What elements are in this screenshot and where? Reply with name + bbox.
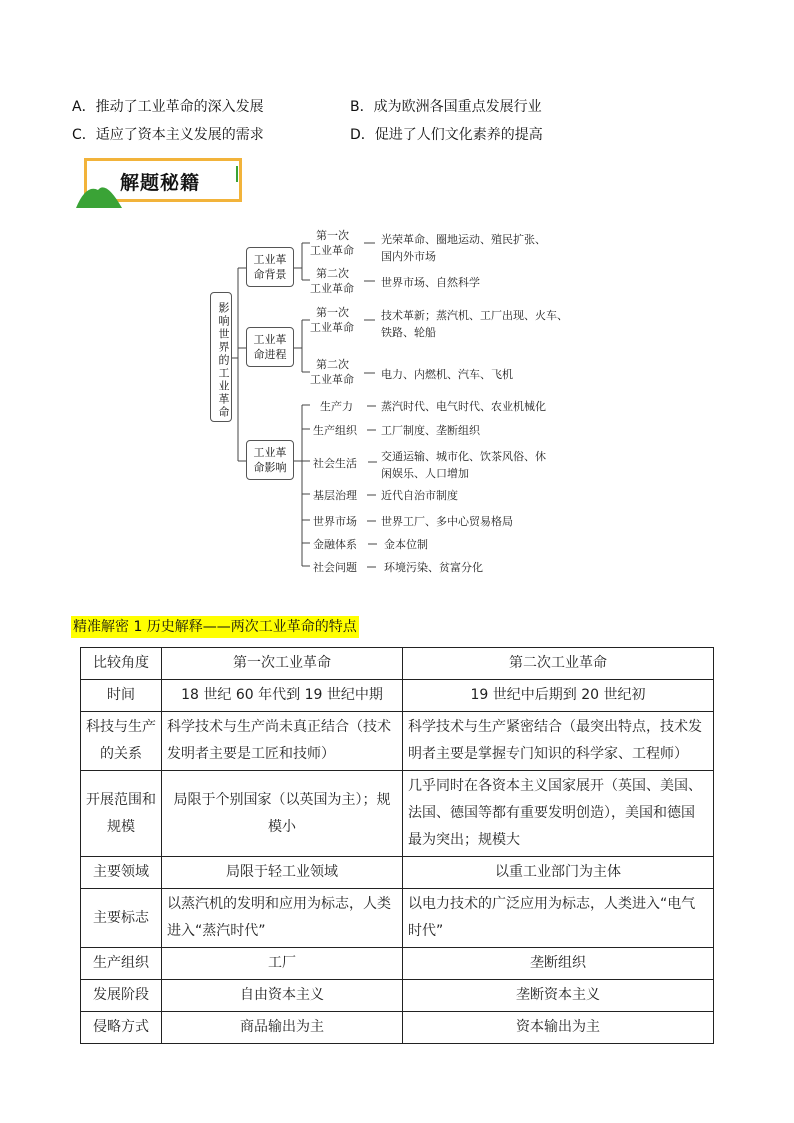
- table-cell: 资本输出为主: [403, 1012, 714, 1044]
- table-cell: 工厂: [162, 948, 403, 980]
- table-row: [81, 712, 714, 771]
- node-process-label: 工业革: [253, 333, 287, 346]
- table-cell: 自由资本主义: [162, 980, 403, 1012]
- impact-value: 蒸汽时代、电气时代、农业机械化: [381, 400, 546, 413]
- bg-first-text: 光荣革命、圈地运动、殖民扩张、: [381, 233, 546, 246]
- section-heading: 精准解密 1 历史解释——两次工业革命的特点: [71, 616, 359, 638]
- table-cell: 局限于个别国家（以英国为主）；规模小: [162, 771, 403, 857]
- table-row: [81, 889, 714, 948]
- pr-second-label: 工业革命: [310, 373, 354, 386]
- impact-key: 世界市场: [313, 515, 357, 528]
- header-cell: 比较角度: [81, 648, 162, 680]
- option-d: D．促进了人们文化素养的提高: [350, 127, 543, 143]
- option-b: B．成为欧洲各国重点发展行业: [350, 99, 542, 115]
- header-cell: 第二次工业革命: [403, 648, 714, 680]
- comparison-table: [80, 647, 714, 1044]
- badge-title: 解题秘籍: [120, 172, 201, 194]
- option-c: C．适应了资本主义发展的需求: [72, 127, 264, 143]
- pr-first-text: 铁路、轮船: [381, 326, 436, 339]
- impact-key: 金融体系: [313, 538, 357, 551]
- table-row: [81, 857, 714, 889]
- table-cell: 18 世纪 60 年代到 19 世纪中期: [162, 680, 403, 712]
- table-cell: 几乎同时在各资本主义国家展开（英国、美国、法国、德国等都有重要发明创造），美国和德国最为突出；规模大: [403, 771, 714, 857]
- node-background: [246, 247, 294, 287]
- pr-first-label: 第一次: [316, 306, 349, 319]
- bg-first-label: 工业革命: [310, 244, 354, 257]
- table-cell: 侵略方式: [81, 1012, 162, 1044]
- node-background-label: 工业革: [253, 253, 287, 266]
- table-row: [81, 980, 714, 1012]
- pr-first-text: 技术革新；蒸汽机、工厂出现、火车、: [381, 309, 568, 322]
- node-process: [246, 327, 294, 367]
- table-cell: 科学技术与生产紧密结合（最突出特点，技术发明者主要是掌握专门知识的科学家、工程师）: [403, 712, 714, 771]
- impact-value: 世界工厂、多中心贸易格局: [381, 515, 513, 528]
- table-cell: 商品输出为主: [162, 1012, 403, 1044]
- impact-value: 近代自治市制度: [381, 489, 458, 502]
- bg-second-label: 工业革命: [310, 282, 354, 295]
- table-cell: 垄断资本主义: [403, 980, 714, 1012]
- table-cell: 开展范围和规模: [81, 771, 162, 857]
- table-cell: 以电力技术的广泛应用为标志，人类进入“电气时代”: [403, 889, 714, 948]
- bg-second-text: 世界市场、自然科学: [381, 276, 480, 289]
- header-cell: 第一次工业革命: [162, 648, 403, 680]
- impact-key: 社会问题: [313, 561, 357, 574]
- node-impact-label: 命影响: [253, 461, 287, 474]
- table-cell: 局限于轻工业领域: [162, 857, 403, 889]
- mind-map-root: 影响世界的工业革命: [210, 292, 232, 422]
- impact-value: 工厂制度、垄断组织: [381, 424, 480, 437]
- pr-second-text: 电力、内燃机、汽车、飞机: [381, 368, 513, 381]
- node-process-label: 命进程: [253, 348, 287, 361]
- impact-value: 金本位制: [384, 538, 428, 551]
- bg-first-text: 国内外市场: [381, 250, 436, 263]
- table-cell: 以重工业部门为主体: [403, 857, 714, 889]
- table-cell: 发展阶段: [81, 980, 162, 1012]
- impact-value: 闲娱乐、人口增加: [381, 467, 469, 480]
- bg-second-label: 第二次: [316, 267, 349, 280]
- table-cell: 主要标志: [81, 889, 162, 948]
- impact-key: 生产组织: [313, 424, 357, 437]
- table-cell: 19 世纪中后期到 20 世纪初: [403, 680, 714, 712]
- option-a: A．推动了工业革命的深入发展: [72, 99, 264, 115]
- table-row: [81, 1012, 714, 1044]
- table-cell: 生产组织: [81, 948, 162, 980]
- pr-first-label: 工业革命: [310, 321, 354, 334]
- table-cell: 时间: [81, 680, 162, 712]
- table-row: [81, 948, 714, 980]
- impact-key: 社会生活: [313, 457, 357, 470]
- node-impact-label: 工业革: [253, 446, 287, 459]
- impact-key: 生产力: [320, 400, 353, 413]
- bg-first-label: 第一次: [316, 229, 349, 242]
- table-cell: 以蒸汽机的发明和应用为标志，人类进入“蒸汽时代”: [162, 889, 403, 948]
- table-header-row: [81, 648, 714, 680]
- table-cell: 科学技术与生产尚未真正结合（技术发明者主要是工匠和技师）: [162, 712, 403, 771]
- table-cell: 主要领域: [81, 857, 162, 889]
- impact-value: 交通运输、城市化、饮茶风俗、休: [381, 450, 546, 463]
- node-impact: [246, 440, 294, 480]
- table-row: [81, 771, 714, 857]
- node-background-label: 命背景: [253, 268, 287, 281]
- impact-key: 基层治理: [313, 489, 357, 502]
- table-cell: 垄断组织: [403, 948, 714, 980]
- impact-value: 环境污染、贫富分化: [384, 561, 483, 574]
- table-row: [81, 680, 714, 712]
- pr-second-label: 第二次: [316, 358, 349, 371]
- table-cell: 科技与生产的关系: [81, 712, 162, 771]
